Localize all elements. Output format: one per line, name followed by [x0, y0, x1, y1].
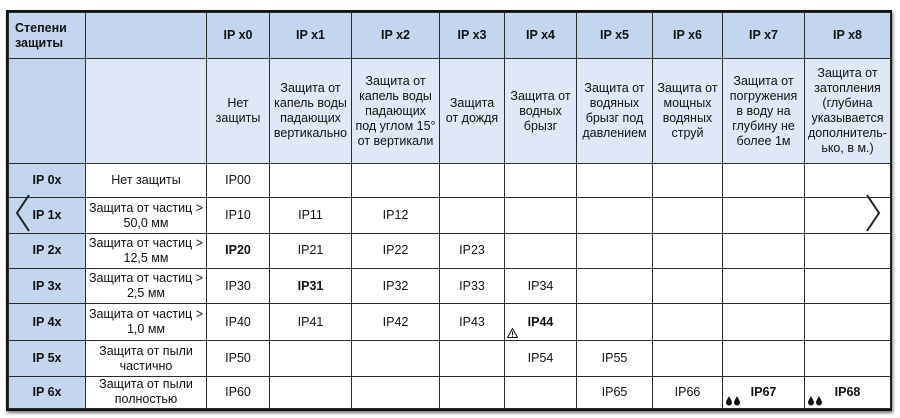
empty-cell	[505, 164, 577, 198]
ip-rating-label: IP43	[459, 314, 485, 329]
empty-cell	[653, 164, 723, 198]
row-code: IP 2x	[9, 233, 86, 268]
col-code: IP x5	[577, 13, 653, 59]
row-description: Защита от частиц > 2,5 мм	[86, 268, 207, 303]
ip-rating-label: IP20	[225, 243, 251, 258]
ip-rating-label: IP41	[297, 314, 324, 329]
header-codes-row	[9, 13, 891, 59]
ip-rating-label: IP00	[225, 173, 251, 188]
row-description: Защита от пыли полностью	[86, 376, 207, 408]
col-description: Нет защиты	[207, 59, 270, 164]
empty-cell	[505, 198, 577, 233]
ip-rating-cell	[270, 304, 352, 341]
empty-cell	[805, 268, 891, 303]
ip-rating-cell	[352, 198, 440, 233]
col-description: Защита от капель воды падающих вертикально	[270, 59, 352, 164]
desc-blank	[86, 59, 207, 164]
ip-rating-cell	[207, 164, 270, 198]
row-description: Защита от частиц > 50,0 мм	[86, 198, 207, 233]
ip-rating-label: IP65	[601, 384, 628, 399]
col-description: Защита от затопления (глубина указывается дополнитель-ько, в м.)	[805, 59, 891, 164]
empty-cell	[723, 233, 805, 268]
warning-triangle-icon	[507, 328, 518, 338]
ip-rating-label: IP68	[834, 384, 861, 399]
ip-rating-cell	[505, 304, 577, 341]
ip-rating-cell	[270, 233, 352, 268]
empty-cell	[805, 304, 891, 341]
col-code: IP x2	[352, 13, 440, 59]
empty-cell	[577, 268, 653, 303]
ip-rating-label: IP60	[225, 384, 251, 399]
empty-cell	[270, 164, 352, 198]
ip-rating-label: IP55	[601, 351, 628, 366]
empty-cell	[653, 341, 723, 376]
empty-cell	[805, 233, 891, 268]
empty-cell	[577, 198, 653, 233]
ip-rating-label: IP44	[527, 314, 554, 329]
ip-rating-cell	[207, 198, 270, 233]
empty-cell	[723, 198, 805, 233]
empty-cell	[440, 376, 505, 408]
ip-rating-label: IP34	[527, 278, 554, 293]
row-code: IP 6x	[9, 376, 86, 408]
ip-rating-cell	[207, 233, 270, 268]
ip-row	[9, 304, 891, 341]
ip-rating-label: IP67	[750, 384, 777, 399]
empty-cell	[577, 164, 653, 198]
empty-cell	[723, 164, 805, 198]
ip-rating-label: IP33	[459, 278, 485, 293]
col-code: IP x4	[505, 13, 577, 59]
ip-row	[9, 341, 891, 376]
row-code: IP 3x	[9, 268, 86, 303]
ip-rating-label: IP32	[382, 278, 409, 293]
row-code: IP 0x	[9, 164, 86, 198]
ip-rating-label: IP30	[225, 278, 251, 293]
corner-blank	[86, 13, 207, 59]
row-description: Защита от пыли частично	[86, 341, 207, 376]
ip-rating-cell	[653, 376, 723, 408]
ip-rating-label: IP42	[382, 314, 409, 329]
ip-rating-label: IP23	[459, 243, 485, 258]
header-descriptions-row	[9, 59, 891, 164]
empty-cell	[352, 341, 440, 376]
ip-table-body	[9, 164, 891, 409]
empty-cell	[505, 376, 577, 408]
ip-rating-label: IP31	[297, 278, 324, 293]
empty-cell	[270, 341, 352, 376]
col-code: IP x3	[440, 13, 505, 59]
col-code: IP x1	[270, 13, 352, 59]
ip-rating-label: IP50	[225, 351, 251, 366]
ip-rating-cell	[270, 268, 352, 303]
empty-cell	[723, 304, 805, 341]
empty-cell	[577, 304, 653, 341]
ip-rating-cell	[352, 233, 440, 268]
ip-rating-label: IP21	[297, 243, 324, 258]
ip-protection-table	[8, 12, 891, 409]
ip-rating-cell	[805, 376, 891, 408]
empty-cell	[723, 341, 805, 376]
col-code: IP x0	[207, 13, 270, 59]
ip-table-frame	[6, 10, 892, 411]
empty-cell	[352, 376, 440, 408]
empty-cell	[505, 233, 577, 268]
empty-cell	[352, 164, 440, 198]
ip-row	[9, 164, 891, 198]
empty-cell	[723, 268, 805, 303]
ip-rating-label: IP10	[225, 208, 251, 223]
empty-cell	[805, 341, 891, 376]
col-description: Защита от водных брызг	[505, 59, 577, 164]
row-description: Нет защиты	[86, 164, 207, 198]
col-description: Защита от погружения в воду на глубину не более 1м	[723, 59, 805, 164]
row-code: IP 4x	[9, 304, 86, 341]
chevron-right-icon[interactable]	[864, 193, 882, 233]
col-code: IP x8	[805, 13, 891, 59]
empty-cell	[440, 164, 505, 198]
empty-cell	[440, 341, 505, 376]
empty-cell	[653, 304, 723, 341]
col-description: Защита от дождя	[440, 59, 505, 164]
row-code: IP 1x	[9, 198, 86, 233]
ip-rating-cell	[352, 304, 440, 341]
ip-rating-cell	[207, 304, 270, 341]
corner-label: Степени защиты	[9, 13, 86, 59]
ip-rating-cell	[723, 376, 805, 408]
col-description: Защита от капель воды падающих под углом 15° от вертикали	[352, 59, 440, 164]
water-drops-icon	[725, 395, 741, 406]
ip-rating-cell	[505, 268, 577, 303]
ip-rating-cell	[505, 341, 577, 376]
ip-rating-cell	[352, 268, 440, 303]
ip-rating-label: IP40	[225, 314, 251, 329]
ip-rating-cell	[440, 233, 505, 268]
ip-rating-cell	[207, 268, 270, 303]
ip-rating-cell	[577, 376, 653, 408]
ip-row	[9, 198, 891, 233]
ip-rating-label: IP66	[674, 384, 701, 399]
ip-rating-cell	[577, 341, 653, 376]
ip-row	[9, 376, 891, 408]
ip-rating-label: IP22	[382, 243, 409, 258]
empty-cell	[653, 268, 723, 303]
ip-rating-cell	[440, 268, 505, 303]
empty-cell	[653, 198, 723, 233]
desc-blank	[9, 59, 86, 164]
col-code: IP x7	[723, 13, 805, 59]
ip-row	[9, 268, 891, 303]
chevron-left-icon[interactable]	[14, 193, 32, 233]
col-description: Защита от водяных брызг под давлением	[577, 59, 653, 164]
row-description: Защита от частиц > 12,5 мм	[86, 233, 207, 268]
ip-rating-cell	[440, 304, 505, 341]
empty-cell	[270, 376, 352, 408]
row-description: Защита от частиц > 1,0 мм	[86, 304, 207, 341]
ip-rating-label: IP11	[298, 208, 323, 223]
water-drops-icon	[807, 395, 823, 406]
ip-rating-label: IP54	[527, 351, 554, 366]
col-description: Защита от мощных водяных струй	[653, 59, 723, 164]
ip-rating-cell	[207, 376, 270, 408]
empty-cell	[653, 233, 723, 268]
ip-row	[9, 233, 891, 268]
ip-rating-cell	[207, 341, 270, 376]
ip-rating-label: IP12	[382, 208, 409, 223]
col-code: IP x6	[653, 13, 723, 59]
empty-cell	[577, 233, 653, 268]
row-code: IP 5x	[9, 341, 86, 376]
empty-cell	[440, 198, 505, 233]
ip-rating-cell	[270, 198, 352, 233]
